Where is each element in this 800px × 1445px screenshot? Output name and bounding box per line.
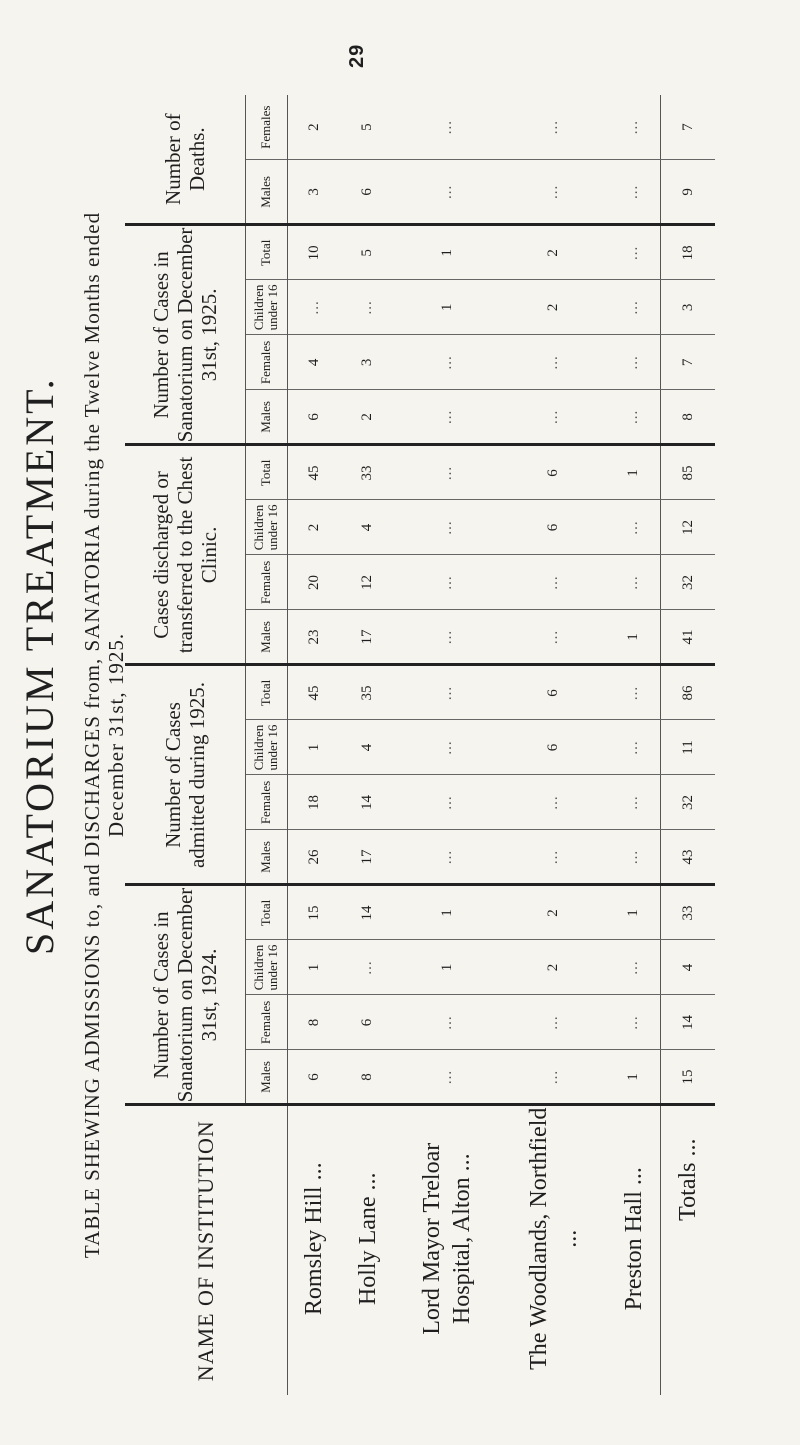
totals-row <box>661 95 715 1395</box>
institution-name: Lord Mayor Treloar Hospital, Alton ... <box>419 1142 476 1335</box>
table-cell: 6 <box>501 500 607 555</box>
table-cell: 32 <box>661 775 715 830</box>
table-cell: 14 <box>341 775 394 830</box>
table-cell: 26 <box>287 830 341 885</box>
table-cell: ... <box>607 995 661 1050</box>
sub-header-children: Children under 16 <box>245 940 287 995</box>
table-cell: 32 <box>661 555 715 610</box>
table-cell: ... <box>501 830 607 885</box>
table-cell: ... <box>394 665 500 720</box>
name-of-institution-header: NAME OF INSTITUTION <box>125 1105 287 1395</box>
table-cell: ... <box>394 775 500 830</box>
table-cell: 7 <box>661 95 715 160</box>
table-cell: 18 <box>287 775 341 830</box>
table-cell: ... <box>501 160 607 225</box>
table-cell: ... <box>394 390 500 445</box>
table-cell: 45 <box>287 445 341 500</box>
table-cell: 1 <box>607 445 661 500</box>
totals-label: Totals ... <box>661 1105 715 1395</box>
table-cell: ... <box>607 665 661 720</box>
table-cell: 3 <box>287 160 341 225</box>
table-cell: 6 <box>501 720 607 775</box>
table-cell: ... <box>607 720 661 775</box>
table-cell: ... <box>394 995 500 1050</box>
sub-header-children: Children under 16 <box>245 280 287 335</box>
table-cell: ... <box>287 280 341 335</box>
table-cell: ... <box>501 335 607 390</box>
table-cell: 6 <box>341 160 394 225</box>
table-row <box>607 95 661 1395</box>
table-cell: 17 <box>341 830 394 885</box>
table-cell: ... <box>394 830 500 885</box>
table-cell: ... <box>607 940 661 995</box>
table-cell: 35 <box>341 665 394 720</box>
subtitle-line-1: TABLE SHEWING ADMISSIONS to, and DISCHARGES from, SANATORIA during the Twelve Months ended <box>80 211 104 1259</box>
table-cell: 11 <box>661 720 715 775</box>
table-cell: 6 <box>501 665 607 720</box>
institution-name: Holly Lane ... <box>354 1172 381 1306</box>
table-cell: 8 <box>661 390 715 445</box>
table-cell: 4 <box>287 335 341 390</box>
table-cell: 14 <box>341 885 394 940</box>
table-cell: 1 <box>287 720 341 775</box>
table-cell: 41 <box>661 610 715 665</box>
table-cell: 4 <box>341 720 394 775</box>
table-cell: ... <box>501 555 607 610</box>
table-cell: 2 <box>287 500 341 555</box>
table-cell: 20 <box>287 555 341 610</box>
table-cell: 2 <box>501 940 607 995</box>
table-cell: ... <box>607 95 661 160</box>
page-number: 29 <box>346 43 368 68</box>
table-cell: ... <box>501 390 607 445</box>
subtitle-line-2: December 31st, 1925. <box>104 632 128 838</box>
table-cell: ... <box>501 95 607 160</box>
table-cell: 2 <box>501 885 607 940</box>
group-header-admitted: Number of Cases admitted during 1925. <box>125 665 245 885</box>
table-body <box>287 95 715 1395</box>
sub-header-males: Males <box>245 830 287 885</box>
group-header-1924: Number of Cases in Sanatorium on December 31st, 1924. <box>125 885 245 1105</box>
table-cell: ... <box>394 335 500 390</box>
table-cell: 85 <box>661 445 715 500</box>
table-cell: 18 <box>661 225 715 280</box>
sub-header-males: Males <box>245 160 287 225</box>
table-cell: 6 <box>501 445 607 500</box>
institution-name: Romsley Hill ... <box>301 1162 328 1316</box>
table-cell: 8 <box>287 995 341 1050</box>
sanatorium-table <box>125 95 715 1395</box>
table-cell: ... <box>394 160 500 225</box>
sub-header-females: Females <box>245 555 287 610</box>
table-row <box>394 95 500 1395</box>
table-cell: ... <box>394 1050 500 1105</box>
table-cell: ... <box>394 445 500 500</box>
table-cell: 1 <box>394 940 500 995</box>
table-cell: 2 <box>287 95 341 160</box>
institution-name: Preston Hall ... <box>620 1167 647 1311</box>
table-cell: 4 <box>661 940 715 995</box>
table-cell: 6 <box>287 390 341 445</box>
table-cell: 8 <box>341 1050 394 1105</box>
table-cell: 17 <box>341 610 394 665</box>
table-cell: 5 <box>341 225 394 280</box>
table-cell: ... <box>394 555 500 610</box>
table-cell: ... <box>607 555 661 610</box>
table-cell: ... <box>501 1050 607 1105</box>
sub-header-children: Children under 16 <box>245 720 287 775</box>
sub-header-males: Males <box>245 610 287 665</box>
table-cell: 15 <box>661 1050 715 1105</box>
table-cell: 6 <box>287 1050 341 1105</box>
sub-header-females: Females <box>245 335 287 390</box>
table-cell: 23 <box>287 610 341 665</box>
table-cell: 6 <box>341 995 394 1050</box>
table-cell: 7 <box>661 335 715 390</box>
table-cell: 4 <box>341 500 394 555</box>
table-cell: ... <box>607 225 661 280</box>
group-header-discharged: Cases discharged or transferred to the Chest Clinic. <box>125 445 245 665</box>
table-cell: 33 <box>661 885 715 940</box>
table-cell: 1 <box>394 280 500 335</box>
table-cell: 9 <box>661 160 715 225</box>
table-cell: ... <box>607 775 661 830</box>
table-cell: ... <box>607 830 661 885</box>
table-cell: 3 <box>661 280 715 335</box>
table-cell: 15 <box>287 885 341 940</box>
table-cell: 1 <box>394 885 500 940</box>
sub-header-males: Males <box>245 1050 287 1105</box>
sub-header-total: Total <box>245 885 287 940</box>
sub-header-females: Females <box>245 95 287 160</box>
table-cell: 43 <box>661 830 715 885</box>
table-cell: ... <box>501 610 607 665</box>
sub-header-females: Females <box>245 995 287 1050</box>
table-cell: 12 <box>341 555 394 610</box>
table-row <box>501 95 607 1395</box>
table-cell: 10 <box>287 225 341 280</box>
table-cell: ... <box>394 95 500 160</box>
group-header-1925: Number of Cases in Sanatorium on December 31st, 1925. <box>125 225 245 445</box>
table-cell: ... <box>607 500 661 555</box>
table-cell: 2 <box>501 280 607 335</box>
sub-header-total: Total <box>245 225 287 280</box>
institution-name: The Woodlands, Northfield ... <box>525 1107 582 1370</box>
table-cell: ... <box>607 390 661 445</box>
table-cell: 2 <box>341 390 394 445</box>
table-cell: 5 <box>341 95 394 160</box>
table-cell: 1 <box>394 225 500 280</box>
table-cell: 86 <box>661 665 715 720</box>
table-cell: 1 <box>607 1050 661 1105</box>
table-cell: ... <box>394 500 500 555</box>
table-cell: ... <box>394 610 500 665</box>
table-cell: 1 <box>287 940 341 995</box>
table-cell: ... <box>607 280 661 335</box>
table-cell: 12 <box>661 500 715 555</box>
table-cell: 1 <box>607 885 661 940</box>
table-cell: 33 <box>341 445 394 500</box>
table-cell: ... <box>607 335 661 390</box>
table-row <box>287 95 341 1395</box>
table-cell: ... <box>341 280 394 335</box>
table-subtitle <box>80 25 128 1445</box>
table-cell: 2 <box>501 225 607 280</box>
table-cell: 45 <box>287 665 341 720</box>
group-header-deaths: Number of Deaths. <box>125 95 245 225</box>
sub-header-children: Children under 16 <box>245 500 287 555</box>
sub-header-males: Males <box>245 390 287 445</box>
sub-header-total: Total <box>245 445 287 500</box>
table-cell: ... <box>607 160 661 225</box>
sub-header-total: Total <box>245 665 287 720</box>
table-cell: ... <box>394 720 500 775</box>
table-cell: ... <box>341 940 394 995</box>
table-cell: 14 <box>661 995 715 1050</box>
table-cell: ... <box>501 995 607 1050</box>
table-cell: ... <box>501 775 607 830</box>
page-heading: SANATORIUM TREATMENT. <box>17 376 62 955</box>
sub-header-females: Females <box>245 775 287 830</box>
table-cell: 3 <box>341 335 394 390</box>
table-cell: 1 <box>607 610 661 665</box>
table-row <box>341 95 394 1395</box>
